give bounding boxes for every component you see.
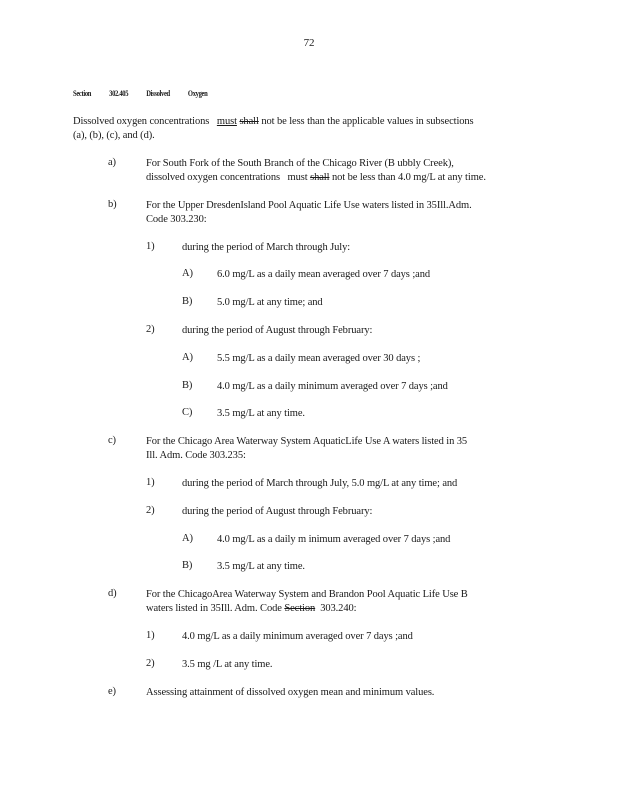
item-a-line2: [146, 171, 486, 185]
inserted-text: must: [287, 172, 308, 183]
item-d-line1: For the ChicagoArea Waterway System and Brandon Pool Aquatic Life Use B: [146, 589, 468, 600]
item-b-sub2-C-label: C): [182, 407, 193, 418]
item-d-text: [146, 588, 468, 616]
item-a-text-after: not be less than 4.0 mg/L at any time.: [331, 172, 486, 183]
item-label-b: b): [108, 199, 117, 210]
item-c-sub1-text: during the period of March through July, 5.0 mg/L at any time; and: [182, 478, 458, 489]
item-c-sub2-B-label: B): [182, 560, 193, 571]
item-label-a: a): [108, 157, 116, 168]
item-c-line2: Ill. Adm. Code 303.235:: [146, 450, 246, 461]
intro-paragraph: [73, 115, 543, 143]
item-b-sub1-text: during the period of March through July:: [182, 242, 351, 253]
item-label-d: d): [108, 588, 117, 599]
item-b-sub1-A-label: A): [182, 268, 193, 279]
section-word: Section: [73, 89, 92, 98]
inserted-text: must: [216, 116, 237, 127]
item-e-text: Assessing attainment of dissolved oxygen mean and minimum values.: [146, 687, 435, 698]
deleted-text: shall: [310, 172, 330, 183]
item-d-sub1-label: 1): [146, 630, 155, 641]
item-b-sub1-B-label: B): [182, 296, 193, 307]
item-b-sub2-A-label: A): [182, 352, 193, 363]
item-c-sub2-A-label: A): [182, 533, 193, 544]
item-label-c: c): [108, 435, 116, 446]
item-d-text-after: 303.240:: [320, 603, 357, 614]
item-a-text: [146, 157, 486, 185]
item-c-sub2-B-text: 3.5 mg/L at any time.: [217, 561, 305, 572]
item-b-sub1-label: 1): [146, 241, 155, 252]
item-d-sub1-text: 4.0 mg/L as a daily minimum averaged over 7 days ;and: [182, 631, 413, 642]
page-number: 72: [303, 37, 315, 49]
item-label-e: e): [108, 686, 116, 697]
item-d-sub2-label: 2): [146, 658, 155, 669]
deleted-text: Section: [284, 603, 316, 614]
item-b-sub2-A-text: 5.5 mg/L as a daily mean averaged over 30 days ;: [217, 353, 421, 364]
item-b-sub2-text: during the period of August through February:: [182, 325, 373, 336]
item-b-sub2-C-text: 3.5 mg/L at any time.: [217, 408, 305, 419]
section-title-word1: Dissolved: [146, 89, 170, 98]
item-b-sub1-B-text: 5.0 mg/L at any time; and: [217, 297, 323, 308]
intro-line1: [73, 115, 543, 129]
item-c-sub2-text: during the period of August through February:: [182, 506, 373, 517]
item-b-line2: Code 303.230:: [146, 214, 207, 225]
item-b-sub2-B-text: 4.0 mg/L as a daily minimum averaged over 7 days ;and: [217, 381, 448, 392]
item-c-line1: For the Chicago Area Waterway System AquaticLife Use A waters listed in 35: [146, 436, 468, 447]
item-d-line2: [146, 602, 468, 616]
item-b-text: [146, 199, 472, 227]
intro-line2: (a), (b), (c), and (d).: [73, 130, 155, 141]
deleted-text: shall: [239, 116, 259, 127]
item-a-text-before: dissolved oxygen concentrations: [146, 172, 280, 183]
item-b-sub2-label: 2): [146, 324, 155, 335]
intro-text: not be less than the applicable values in subsections: [261, 116, 474, 127]
item-b-line1: For the Upper DresdenIsland Pool Aquatic Life Use waters listed in 35Ill.Adm.: [146, 200, 472, 211]
item-d-text-before: waters listed in 35Ill. Adm. Code: [146, 603, 282, 614]
item-c-text: [146, 435, 467, 463]
section-title-word2: Oxygen: [187, 89, 208, 98]
intro-text: Dissolved oxygen concentrations: [73, 116, 210, 127]
item-c-sub1-label: 1): [146, 477, 155, 488]
section-number: 302.405: [109, 89, 129, 98]
section-heading: [73, 89, 226, 98]
item-c-sub2-A-text: 4.0 mg/L as a daily m inimum averaged over 7 days ;and: [217, 534, 451, 545]
item-b-sub1-A-text: 6.0 mg/L as a daily mean averaged over 7 days ;and: [217, 269, 430, 280]
item-d-sub2-text: 3.5 mg /L at any time.: [182, 659, 273, 670]
item-b-sub2-B-label: B): [182, 380, 193, 391]
item-a-line1: For South Fork of the South Branch of the Chicago River (B ubbly Creek),: [146, 158, 454, 169]
item-c-sub2-label: 2): [146, 505, 155, 516]
